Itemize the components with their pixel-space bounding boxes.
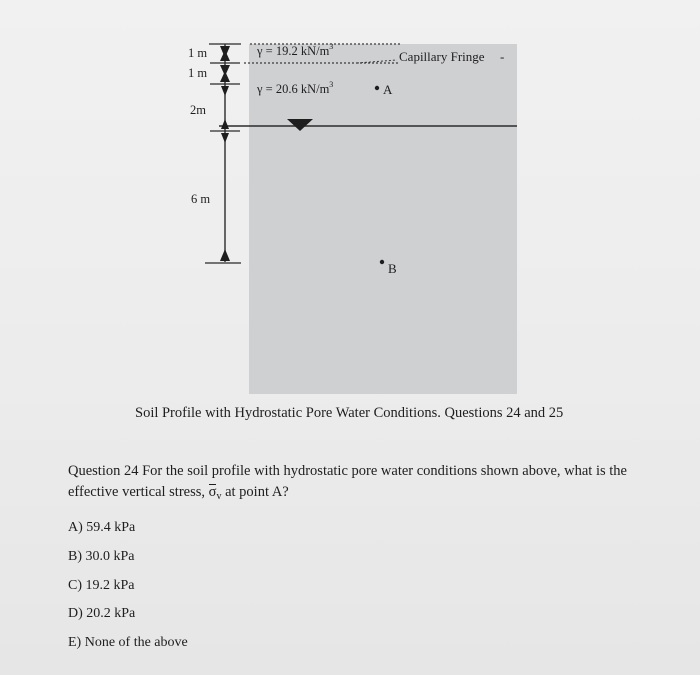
dimension-label-1: 1 m bbox=[188, 46, 208, 60]
question-text: Question 24 For the soil profile with hydrostatic pore water conditions shown above, what is the effective vertical stress, $\sigma_v$ at point A? bbox=[68, 463, 627, 502]
arrowhead-icon bbox=[220, 50, 230, 61]
point-a-label: A bbox=[383, 82, 393, 97]
arrowhead-icon bbox=[220, 249, 230, 261]
upper-unit-weight: γ = 19.2 $kN/m^3$ bbox=[257, 42, 334, 58]
option-e[interactable]: E) None of the above bbox=[68, 635, 188, 650]
option-a[interactable]: A) 59.4 kPa bbox=[68, 520, 136, 535]
dimension-label-3: 2m bbox=[190, 103, 206, 117]
capillary-dash: - bbox=[500, 49, 505, 64]
point-a-marker bbox=[375, 86, 379, 90]
option-d[interactable]: D) 20.2 kPa bbox=[68, 606, 136, 621]
arrowhead-icon bbox=[221, 86, 229, 96]
arrowhead-icon bbox=[221, 119, 229, 129]
option-b[interactable]: B) 30.0 kPa bbox=[68, 549, 135, 564]
sigma-subscript: v bbox=[216, 491, 222, 502]
option-c[interactable]: C) 19.2 kPa bbox=[68, 578, 135, 593]
dimension-label-2: 1 m bbox=[188, 66, 208, 80]
dimension-label-4: 6 m bbox=[191, 192, 211, 206]
sigma-symbol: σ bbox=[209, 482, 217, 503]
figure-caption: Soil Profile with Hydrostatic Pore Water Conditions. Questions 24 and 25 bbox=[135, 405, 564, 421]
point-b-marker bbox=[380, 260, 384, 264]
arrowhead-icon bbox=[220, 71, 230, 82]
point-b-label: B bbox=[388, 261, 397, 276]
capillary-fringe-label: Capillary Fringe bbox=[399, 49, 485, 64]
arrowhead-icon bbox=[221, 133, 229, 143]
lower-unit-weight: γ = 20.6 $kN/m^3$ bbox=[257, 80, 334, 96]
